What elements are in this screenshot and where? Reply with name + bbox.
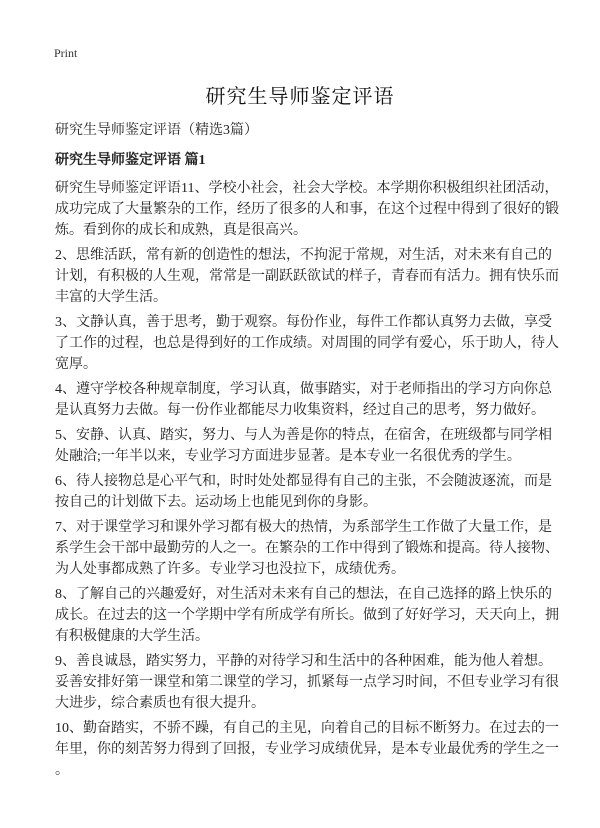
subtitle: 研究生导师鉴定评语（精选3篇） bbox=[55, 123, 258, 138]
paragraph-line: 系学生会干部中最勤劳的人之一。在繁杂的工作中得到了锻炼和提高。待人接物、 bbox=[55, 541, 559, 556]
paragraph-line: 5、安静、认真、踏实，努力、与人为善是你的特点，在宿舍，在班级都与同学相 bbox=[55, 428, 552, 443]
paragraph bbox=[55, 584, 585, 647]
paragraph-line: 3、文静认真，善于思考，勤于观察。每份作业，每件工作都认真努力去做，享受 bbox=[55, 315, 552, 330]
page-title: 研究生导师鉴定评语 bbox=[205, 86, 395, 108]
paragraph-line: 年里，你的刻苦努力得到了回报，专业学习成绩优异，是本专业最优秀的学生之一 bbox=[55, 742, 559, 757]
paragraph bbox=[55, 312, 585, 375]
paragraph-line: 有积极健康的大学生活。 bbox=[55, 629, 209, 644]
paragraph-line: 按自己的计划做下去。运动场上也能见到你的身影。 bbox=[55, 495, 377, 510]
paragraph bbox=[55, 245, 585, 308]
paragraph-line: 妥善安排好第一课堂和第二课堂的学习，抓紧每一点学习时间，不但专业学习有很 bbox=[55, 675, 559, 690]
paragraph bbox=[55, 379, 585, 421]
paragraph bbox=[55, 718, 585, 781]
paragraph-line: 了工作的过程，也总是得到好的工作成绩。对周围的同学有爱心，乐于助人，待人 bbox=[55, 336, 559, 351]
paragraph-line: 10、勤奋踏实，不骄不躁，有自己的主见，向着自己的目标不断努力。在过去的一 bbox=[55, 721, 559, 736]
paragraph bbox=[55, 425, 585, 467]
paragraph-line: 7、对于课堂学习和课外学习都有极大的热情，为系部学生工作做了大量工作，是 bbox=[55, 520, 552, 535]
paragraph-line: 研究生导师鉴定评语11、学校小社会，社会大学校。本学期你积极组织社团活动， bbox=[55, 181, 559, 196]
paragraph-line: 丰富的大学生活。 bbox=[55, 290, 167, 305]
paragraph bbox=[55, 517, 585, 580]
paragraph-line: 。 bbox=[55, 763, 69, 778]
paragraph-line: 为人处事都成熟了许多。专业学习也没拉下，成绩优秀。 bbox=[55, 562, 405, 577]
print-link[interactable]: Print bbox=[54, 46, 78, 60]
paragraph-line: 8、了解自己的兴趣爱好，对生活对未来有自己的想法，在自己选择的路上快乐的 bbox=[55, 587, 552, 602]
paragraph-line: 处融洽;一年半以来，专业学习方面进步显著。是本专业一名很优秀的学生。 bbox=[55, 449, 521, 464]
paragraph-line: 9、善良诚恳，踏实努力，平静的对待学习和生活中的各种困难，能为他人着想。 bbox=[55, 654, 552, 669]
paragraph-line: 计划，有积极的人生观，常常是一副跃跃欲试的样子，青春而有活力。拥有快乐而 bbox=[55, 269, 559, 284]
paragraph-line: 4、遵守学校各种规章制度，学习认真，做事踏实，对于老师指出的学习方向你总 bbox=[55, 382, 552, 397]
paragraph bbox=[55, 651, 585, 714]
paragraph-line: 是认真努力去做。每一份作业都能尽力收集资料，经过自己的思考，努力做好。 bbox=[55, 403, 545, 418]
paragraph-line: 2、思维活跃，常有新的创造性的想法，不拘泥于常规，对生活，对未来有自己的 bbox=[55, 248, 552, 263]
paragraph-line: 炼。看到你的成长和成熟，真是很高兴。 bbox=[55, 223, 307, 238]
paragraph bbox=[55, 471, 585, 513]
paragraph-line: 6、待人接物总是心平气和，时时处处都显得有自己的主张，不会随波逐流，而是 bbox=[55, 474, 552, 489]
section-heading: 研究生导师鉴定评语 篇1 bbox=[55, 153, 206, 168]
paragraph-line: 宽厚。 bbox=[55, 357, 97, 372]
document-body bbox=[55, 178, 585, 785]
paragraph-line: 大进步，综合素质也有很大提升。 bbox=[55, 696, 265, 711]
paragraph bbox=[55, 178, 585, 241]
paragraph-line: 成功完成了大量繁杂的工作，经历了很多的人和事，在这个过程中得到了很好的锻 bbox=[55, 202, 559, 217]
paragraph-line: 成长。在过去的这一个学期中学有所成学有所长。做到了好好学习，天天向上，拥 bbox=[55, 608, 559, 623]
